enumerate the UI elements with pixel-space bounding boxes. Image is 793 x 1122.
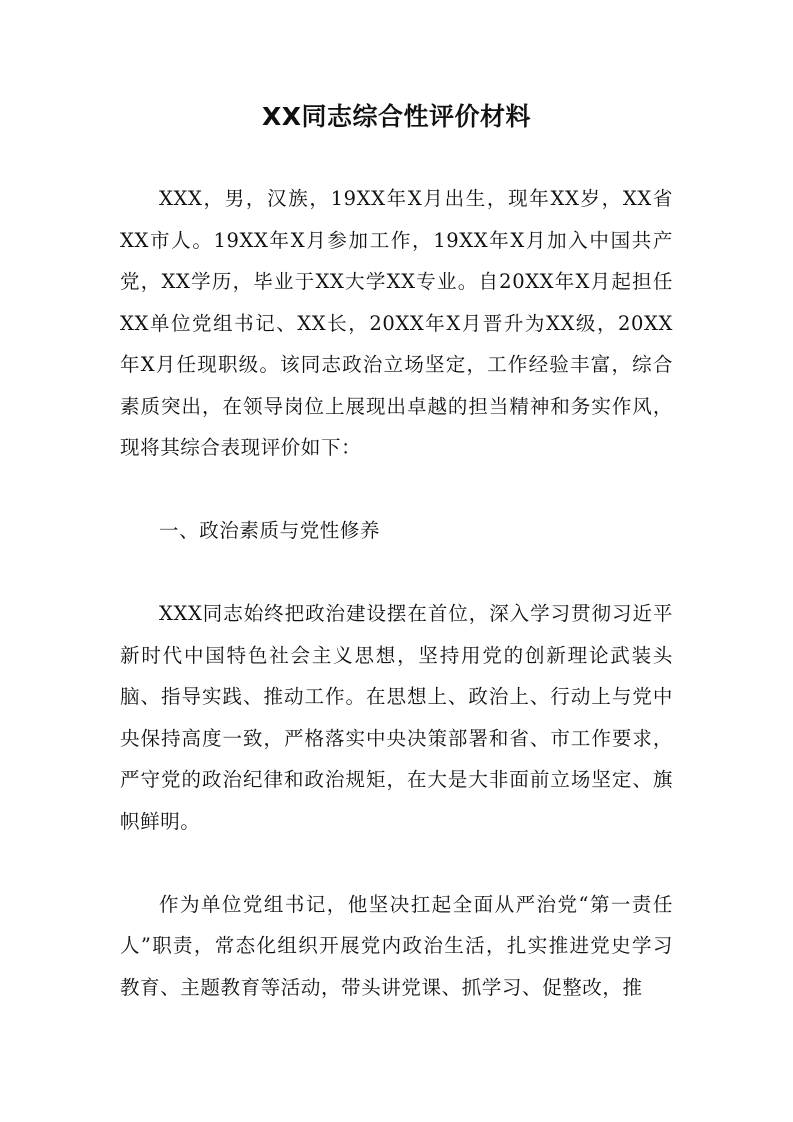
paragraph-spacer: [120, 842, 673, 884]
intro-paragraph: XXX，男，汉族，19XX年X月出生，现年XX岁，XX省XX市人。19XX年X月参加工作，19XX年X月加入中国共产党，XX学历，毕业于XX大学XX专业。自20XX年X月起担任XX单位党组书记、XX长，20XX年X月晋升为XX级，20XX年X月任现职级。该同志政治立场坚定，工作经验丰富，综合素质突出，在领导岗位上展现出卓越的担当精神和务实作风，现将其综合表现评价如下：: [120, 187, 673, 459]
paragraph-spacer: [120, 552, 673, 594]
document-body: [120, 178, 673, 1008]
section-heading: 一、政治素质与党性修养: [159, 519, 381, 542]
body-paragraph: XXX同志始终把政治建设摆在首位，深入学习贯彻习近平新时代中国特色社会主义思想，坚持用党的创新理论武装头脑、指导实践、推动工作。在思想上、政治上、行动上与党中央保持高度一致，严格落实中央决策部署和省、市工作要求，严守党的政治纪律和政治规矩，在大是大非面前立场坚定、旗帜鲜明。: [120, 602, 673, 833]
paragraph-spacer: [120, 469, 673, 511]
document-title: XX同志综合性评价材料: [261, 102, 532, 131]
body-paragraph: 作为单位党组书记，他坚决扛起全面从严治党“第一责任人”职责，常态化组织开展党内政治生活，扎实推进党史学习教育、主题教育等活动，带头讲党课、抓学习、促整改，推: [120, 892, 673, 999]
